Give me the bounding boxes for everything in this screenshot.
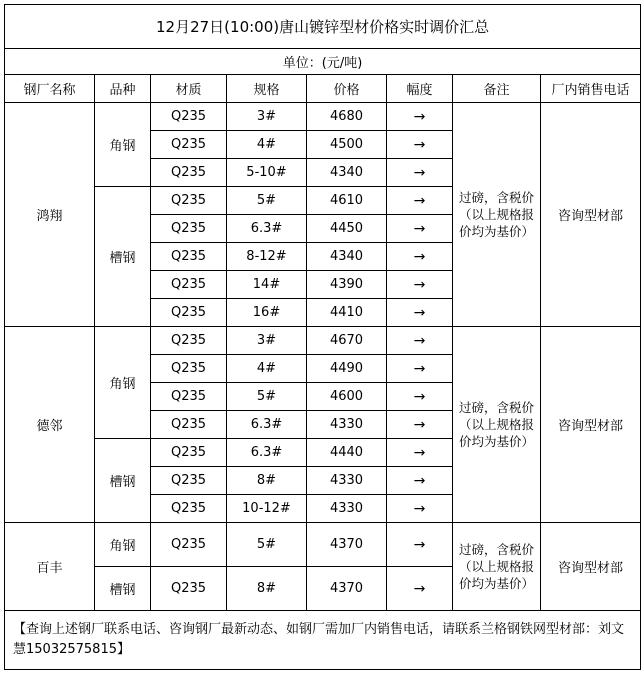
- material-cell: Q235: [151, 383, 227, 411]
- price-cell: 4600: [307, 383, 387, 411]
- material-cell: Q235: [151, 271, 227, 299]
- material-cell: Q235: [151, 523, 227, 567]
- unit-label: 单位：(元/吨): [5, 49, 641, 75]
- price-cell: 4500: [307, 131, 387, 159]
- header-change: 幅度: [387, 75, 453, 103]
- spec-cell: 6.3#: [227, 411, 307, 439]
- spec-cell: 8#: [227, 567, 307, 611]
- change-arrow-icon: →: [387, 299, 453, 327]
- spec-cell: 4#: [227, 355, 307, 383]
- material-cell: Q235: [151, 299, 227, 327]
- price-cell: 4390: [307, 271, 387, 299]
- price-cell: 4490: [307, 355, 387, 383]
- product-type: 槽钢: [95, 439, 151, 523]
- spec-cell: 5#: [227, 383, 307, 411]
- price-cell: 4680: [307, 103, 387, 131]
- change-arrow-icon: →: [387, 495, 453, 523]
- spec-cell: 3#: [227, 103, 307, 131]
- price-cell: 4440: [307, 439, 387, 467]
- change-arrow-icon: →: [387, 467, 453, 495]
- change-arrow-icon: →: [387, 523, 453, 567]
- change-arrow-icon: →: [387, 439, 453, 467]
- change-arrow-icon: →: [387, 103, 453, 131]
- table-row: [5, 523, 641, 567]
- note-cell: 过磅，含税价（以上规格报价均为基价）: [453, 523, 541, 611]
- spec-cell: 14#: [227, 271, 307, 299]
- material-cell: Q235: [151, 567, 227, 611]
- table-row: [5, 327, 641, 355]
- spec-cell: 4#: [227, 131, 307, 159]
- product-type: 角钢: [95, 523, 151, 567]
- change-arrow-icon: →: [387, 187, 453, 215]
- material-cell: Q235: [151, 411, 227, 439]
- header-note: 备注: [453, 75, 541, 103]
- mill-name: 鸿翔: [5, 103, 95, 327]
- product-type: 槽钢: [95, 567, 151, 611]
- material-cell: Q235: [151, 467, 227, 495]
- change-arrow-icon: →: [387, 159, 453, 187]
- header-sales-phone: 厂内销售电话: [541, 75, 641, 103]
- header-spec: 规格: [227, 75, 307, 103]
- spec-cell: 8#: [227, 467, 307, 495]
- spec-cell: 6.3#: [227, 215, 307, 243]
- material-cell: Q235: [151, 103, 227, 131]
- change-arrow-icon: →: [387, 355, 453, 383]
- price-cell: 4330: [307, 495, 387, 523]
- change-arrow-icon: →: [387, 243, 453, 271]
- header-price: 价格: [307, 75, 387, 103]
- price-cell: 4670: [307, 327, 387, 355]
- spec-cell: 6.3#: [227, 439, 307, 467]
- change-arrow-icon: →: [387, 131, 453, 159]
- page-title: 12月27日(10:00)唐山镀锌型材价格实时调价汇总: [5, 5, 641, 49]
- material-cell: Q235: [151, 327, 227, 355]
- product-type: 角钢: [95, 327, 151, 439]
- note-cell: 过磅，含税价（以上规格报价均为基价）: [453, 327, 541, 523]
- spec-cell: 5#: [227, 523, 307, 567]
- product-type: 角钢: [95, 103, 151, 187]
- price-table: [4, 4, 641, 670]
- material-cell: Q235: [151, 439, 227, 467]
- spec-cell: 5-10#: [227, 159, 307, 187]
- price-cell: 4610: [307, 187, 387, 215]
- price-cell: 4340: [307, 243, 387, 271]
- header-row: [5, 75, 641, 103]
- change-arrow-icon: →: [387, 271, 453, 299]
- material-cell: Q235: [151, 355, 227, 383]
- price-cell: 4370: [307, 567, 387, 611]
- change-arrow-icon: →: [387, 411, 453, 439]
- note-cell: 过磅，含税价（以上规格报价均为基价）: [453, 103, 541, 327]
- mill-name: 德邻: [5, 327, 95, 523]
- spec-cell: 5#: [227, 187, 307, 215]
- change-arrow-icon: →: [387, 383, 453, 411]
- price-cell: 4410: [307, 299, 387, 327]
- price-sheet: [4, 4, 641, 670]
- price-cell: 4340: [307, 159, 387, 187]
- contact-footer: 【查询上述钢厂联系电话、咨询钢厂最新动态、如钢厂需加厂内销售电话，请联系兰格钢铁网型材部：刘文慧15032575815】: [5, 611, 641, 670]
- material-cell: Q235: [151, 187, 227, 215]
- header-material: 材质: [151, 75, 227, 103]
- header-product-type: 品种: [95, 75, 151, 103]
- material-cell: Q235: [151, 495, 227, 523]
- material-cell: Q235: [151, 131, 227, 159]
- material-cell: Q235: [151, 243, 227, 271]
- product-type: 槽钢: [95, 187, 151, 327]
- sales-phone-cell: 咨询型材部: [541, 523, 641, 611]
- spec-cell: 16#: [227, 299, 307, 327]
- header-mill-name: 钢厂名称: [5, 75, 95, 103]
- price-cell: 4370: [307, 523, 387, 567]
- spec-cell: 3#: [227, 327, 307, 355]
- table-row: [5, 103, 641, 131]
- price-cell: 4330: [307, 411, 387, 439]
- material-cell: Q235: [151, 159, 227, 187]
- change-arrow-icon: →: [387, 327, 453, 355]
- price-cell: 4330: [307, 467, 387, 495]
- sales-phone-cell: 咨询型材部: [541, 103, 641, 327]
- spec-cell: 10-12#: [227, 495, 307, 523]
- change-arrow-icon: →: [387, 215, 453, 243]
- sales-phone-cell: 咨询型材部: [541, 327, 641, 523]
- material-cell: Q235: [151, 215, 227, 243]
- mill-name: 百丰: [5, 523, 95, 611]
- spec-cell: 8-12#: [227, 243, 307, 271]
- price-cell: 4450: [307, 215, 387, 243]
- change-arrow-icon: →: [387, 567, 453, 611]
